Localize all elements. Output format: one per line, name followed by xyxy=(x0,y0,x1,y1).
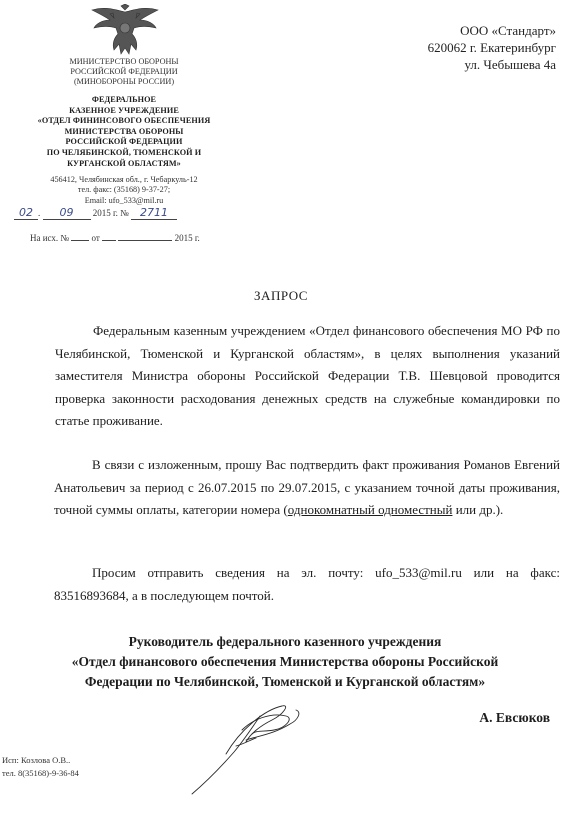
executor-phone: тел. 8(35168)-9-36-84 xyxy=(2,768,79,778)
reference-month-blank xyxy=(118,240,172,241)
executor-name: Исп: Козлова О.В.. xyxy=(2,755,71,765)
paragraph-text: Просим отправить сведения на эл. почту: ufo_533@mil.ru или на факс: 83516893684, а в последующем почтой. xyxy=(54,565,560,603)
reference-middle: от xyxy=(91,233,100,243)
paragraph-2-end: или др.). xyxy=(452,502,504,517)
reference-prefix: На исх. № xyxy=(30,233,70,243)
position-line: Руководитель федерального казенного учреждения xyxy=(128,634,442,649)
institution-line: ФЕДЕРАЛЬНОЕ xyxy=(91,95,157,104)
address-line: тел. факс: (35168) 9-37-27; xyxy=(77,185,171,195)
signatory-position xyxy=(30,632,540,692)
outgoing-number: 2711 xyxy=(131,206,177,220)
institution-line: КУРГАНСКОЙ ОБЛАСТЯМ» xyxy=(67,158,181,168)
outgoing-year-label: 2015 г. № xyxy=(92,208,129,218)
position-line: «Отдел финансового обеспечения Министерства обороны Российской xyxy=(71,654,499,669)
recipient-line: ООО «Стандарт» xyxy=(460,23,556,38)
paragraph-3 xyxy=(54,562,560,607)
institution-header xyxy=(8,95,240,169)
recipient-line: ул. Чебышева 4а xyxy=(464,57,556,72)
paragraph-2 xyxy=(54,454,560,522)
paragraph-text xyxy=(54,454,560,522)
outgoing-month: 09 xyxy=(43,206,91,220)
institution-line: РОССИЙСКОЙ ФЕДЕРАЦИИ xyxy=(65,137,183,147)
outgoing-number-line: 02 . 09 2015 г. № 2711 xyxy=(14,206,234,220)
position-line: Федерации по Челябинской, Тюменской и Курганской областям» xyxy=(84,674,486,689)
institution-line: МИНИСТЕРСТВА ОБОРОНЫ xyxy=(64,126,184,136)
ministry-header xyxy=(8,57,240,87)
signatory-name: А. Евсюков xyxy=(479,710,550,725)
ministry-line: МИНИСТЕРСТВО ОБОРОНЫ xyxy=(69,57,179,66)
institution-line: КАЗЕННОЕ УЧРЕЖДЕНИЕ xyxy=(69,105,179,115)
room-category-underlined: однокомнатный одноместный xyxy=(287,502,453,517)
ministry-line: (МИНОБОРОНЫ РОССИИ) xyxy=(73,77,175,86)
paragraph-text: Федеральным казенным учреждением «Отдел финансового обеспечения МО РФ по Челябинской, Тюменской и Курганской областям», в целях выполнения указаний заместителя Министра обороны Российской Федерации Т.В. Шевцовой проводится проверка законности расходования денежных средств на служебные командировки по статье проживание. xyxy=(55,323,560,428)
institution-line: «ОТДЕЛ ФИНИНСОВОГО ОБЕСПЕЧЕНИЯ xyxy=(37,116,211,126)
document-title: ЗАПРОС xyxy=(254,288,308,303)
ministry-line: РОССИЙСКОЙ ФЕДЕРАЦИИ xyxy=(70,67,178,76)
address-line: Email: ufo_533@mil.ru xyxy=(84,195,164,205)
recipient-block xyxy=(398,22,556,73)
reference-number-blank xyxy=(71,240,89,241)
outgoing-day: 02 xyxy=(14,206,38,220)
paragraph-1 xyxy=(55,320,560,433)
paragraph-2-main: В связи с изложенным, прошу Вас подтвердить факт проживания Романов Евгений Анатольевич за период с 26.07.2015 по 29.07.2015, с указанием точной даты проживания, точной суммы оплаты, категории номера ( xyxy=(54,457,560,517)
reference-day-blank xyxy=(102,240,116,241)
institution-line: ПО ЧЕЛЯБИНСКОЙ, ТЮМЕНСКОЙ И xyxy=(46,147,202,157)
reference-line xyxy=(30,233,240,243)
reference-suffix: 2015 г. xyxy=(174,233,200,243)
address-line: 456412, Челябинская обл., г. Чебаркуль-12 xyxy=(50,175,198,184)
sender-address xyxy=(8,175,240,206)
executor-info xyxy=(2,754,79,780)
eagle-emblem-icon xyxy=(88,4,162,58)
handwritten-signature-icon xyxy=(186,690,306,800)
recipient-line: 620062 г. Екатеринбург xyxy=(427,40,556,55)
